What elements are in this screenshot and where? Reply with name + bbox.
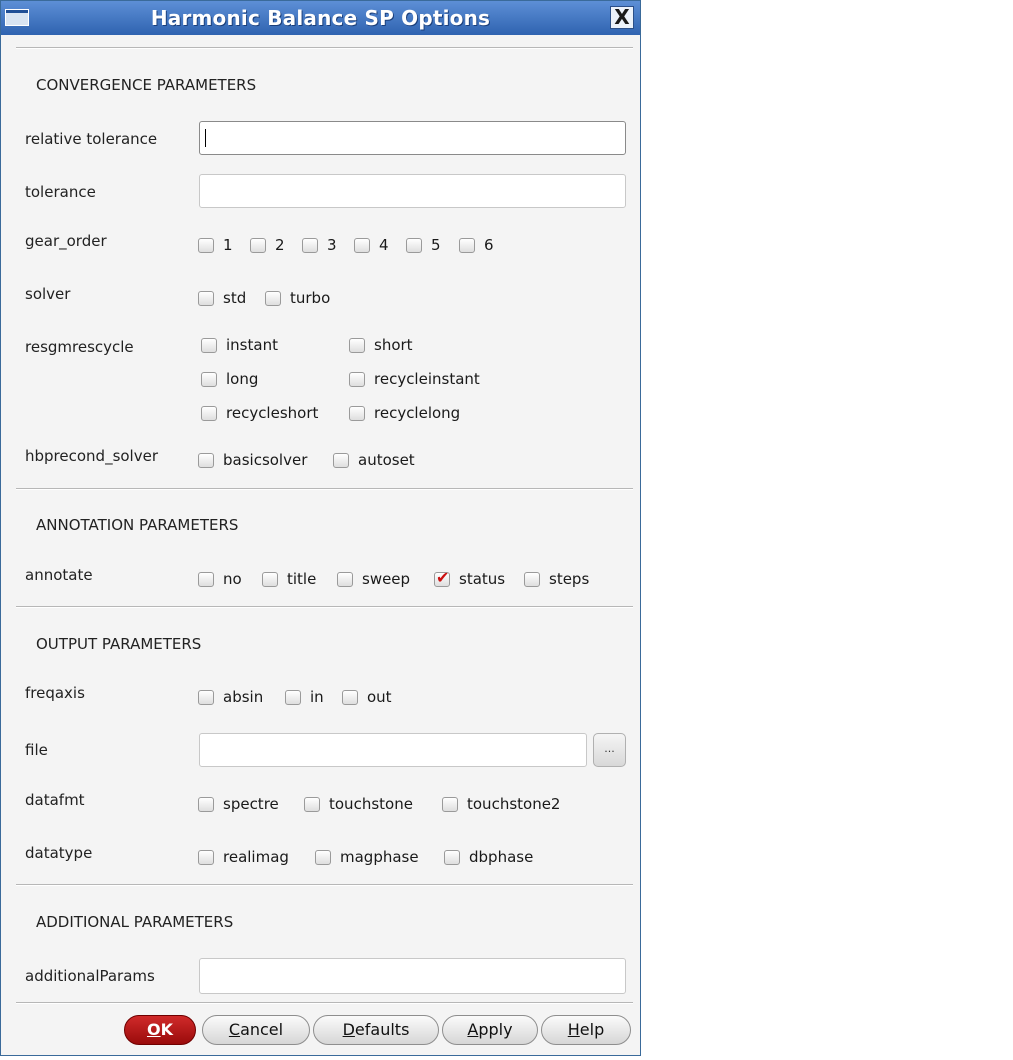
checkbox[interactable] (304, 797, 320, 812)
text-caret (205, 129, 206, 147)
ok-button[interactable] (124, 1015, 196, 1045)
hbprecond-option-basicsolver[interactable] (198, 451, 307, 469)
datatype-option-dbphase[interactable] (444, 848, 533, 866)
checkbox[interactable] (201, 338, 217, 353)
option-label: 2 (275, 236, 285, 254)
option-label: autoset (358, 451, 415, 469)
checkbox[interactable] (201, 406, 217, 421)
gear-order-option-4[interactable] (354, 236, 389, 254)
resgmrescycle-option-recyclelong[interactable] (349, 404, 460, 422)
relative-tolerance-input[interactable] (199, 121, 626, 155)
option-label: 3 (327, 236, 337, 254)
separator (16, 488, 633, 490)
help-button[interactable] (541, 1015, 631, 1045)
checkbox[interactable] (198, 238, 214, 253)
option-label: absin (223, 688, 264, 706)
option-label: status (459, 570, 506, 588)
annotate-option-title[interactable] (262, 570, 316, 588)
checkbox[interactable] (315, 850, 331, 865)
datafmt-option-touchstone[interactable] (304, 795, 413, 813)
option-label: title (287, 570, 317, 588)
solver-option-std[interactable] (198, 289, 246, 307)
help-mnemonic: H (567, 1020, 580, 1039)
gear-order-option-5[interactable] (406, 236, 441, 254)
solver-option-turbo[interactable] (265, 289, 330, 307)
separator (16, 606, 633, 608)
checkbox[interactable] (459, 238, 475, 253)
option-label: touchstone2 (467, 795, 561, 813)
option-label: steps (549, 570, 590, 588)
option-label: recycleshort (226, 404, 319, 422)
resgmrescycle-option-recycleinstant[interactable] (349, 370, 480, 388)
ok-label-rest: K (160, 1020, 173, 1039)
additional-params-label: additionalParams (25, 967, 155, 985)
gear-order-label: gear_order (25, 232, 107, 250)
checkbox[interactable] (349, 338, 365, 353)
option-label: realimag (223, 848, 289, 866)
checkbox[interactable] (442, 797, 458, 812)
checkbox[interactable] (406, 238, 422, 253)
apply-mnemonic: A (467, 1020, 479, 1039)
checkbox[interactable] (524, 572, 540, 587)
tolerance-input[interactable] (199, 174, 626, 208)
cancel-label-rest: ancel (240, 1020, 284, 1039)
datafmt-option-spectre[interactable] (198, 795, 279, 813)
check-icon: ✔ (436, 567, 450, 587)
checkbox[interactable] (349, 372, 365, 387)
file-input[interactable] (199, 733, 587, 767)
cancel-button[interactable] (202, 1015, 310, 1045)
annotate-option-steps[interactable] (524, 570, 589, 588)
checkbox-checked[interactable] (434, 567, 450, 587)
gear-order-option-6[interactable] (459, 236, 494, 254)
datatype-label: datatype (25, 844, 93, 862)
checkbox[interactable] (198, 291, 214, 306)
separator (16, 1002, 633, 1004)
freqaxis-option-in[interactable] (285, 688, 324, 706)
checkbox[interactable] (349, 406, 365, 421)
checkbox[interactable] (285, 690, 301, 705)
checkbox[interactable] (198, 797, 214, 812)
annotate-option-no[interactable] (198, 570, 242, 588)
separator (16, 47, 633, 49)
checkbox[interactable] (198, 453, 214, 468)
datatype-option-realimag[interactable] (198, 848, 289, 866)
datatype-option-magphase[interactable] (315, 848, 419, 866)
datafmt-option-touchstone2[interactable] (442, 795, 560, 813)
checkbox[interactable] (250, 238, 266, 253)
option-label: turbo (290, 289, 331, 307)
option-label: in (310, 688, 324, 706)
section-heading-additional: ADDITIONAL PARAMETERS (36, 913, 234, 931)
gear-order-option-3[interactable] (302, 236, 337, 254)
resgmrescycle-label: resgmrescycle (25, 338, 134, 356)
option-label: 4 (379, 236, 389, 254)
resgmrescycle-option-long[interactable] (201, 370, 258, 388)
option-label: spectre (223, 795, 279, 813)
help-label-rest: elp (579, 1020, 605, 1039)
option-label: 6 (484, 236, 494, 254)
checkbox[interactable] (354, 238, 370, 253)
annotate-option-status[interactable] (434, 567, 506, 588)
option-label: 1 (223, 236, 233, 254)
browse-file-button[interactable]: ... (593, 733, 626, 767)
checkbox[interactable] (337, 572, 353, 587)
option-label: sweep (362, 570, 411, 588)
freqaxis-option-out[interactable] (342, 688, 392, 706)
resgmrescycle-option-short[interactable] (349, 336, 413, 354)
option-label: instant (226, 336, 278, 354)
section-heading-output: OUTPUT PARAMETERS (36, 635, 202, 653)
option-label: recyclelong (374, 404, 461, 422)
resgmrescycle-option-instant[interactable] (201, 336, 278, 354)
option-label: dbphase (469, 848, 534, 866)
defaults-button[interactable] (313, 1015, 439, 1045)
resgmrescycle-option-recycleshort[interactable] (201, 404, 318, 422)
close-button[interactable]: X (610, 6, 634, 29)
option-label: std (223, 289, 247, 307)
defaults-mnemonic: D (342, 1020, 355, 1039)
hbprecond-option-autoset[interactable] (333, 451, 415, 469)
freqaxis-label: freqaxis (25, 684, 85, 702)
apply-button[interactable] (442, 1015, 538, 1045)
option-label: touchstone (329, 795, 413, 813)
tolerance-label: tolerance (25, 183, 96, 201)
option-label: no (223, 570, 242, 588)
freqaxis-option-absin[interactable] (198, 688, 263, 706)
checkbox[interactable] (198, 690, 214, 705)
hbprecond-solver-label: hbprecond_solver (25, 447, 159, 465)
checkbox[interactable] (342, 690, 358, 705)
apply-label-rest: pply (478, 1020, 513, 1039)
option-label: basicsolver (223, 451, 308, 469)
datafmt-label: datafmt (25, 791, 85, 809)
checkbox[interactable] (201, 372, 217, 387)
separator (16, 884, 633, 886)
checkbox[interactable] (333, 453, 349, 468)
additional-params-input[interactable] (199, 958, 626, 994)
gear-order-option-2[interactable] (250, 236, 285, 254)
annotate-label: annotate (25, 566, 93, 584)
gear-order-option-1[interactable] (198, 236, 233, 254)
option-label: 5 (431, 236, 441, 254)
ok-mnemonic: O (146, 1020, 161, 1039)
relative-tolerance-label: relative tolerance (25, 130, 158, 148)
window-title: Harmonic Balance SP Options (150, 6, 491, 30)
option-label: short (374, 336, 413, 354)
section-heading-convergence: CONVERGENCE PARAMETERS (36, 76, 257, 94)
option-label: magphase (340, 848, 419, 866)
option-label: recycleinstant (374, 370, 480, 388)
cancel-mnemonic: C (228, 1020, 241, 1039)
checkbox[interactable] (265, 291, 281, 306)
option-label: out (367, 688, 392, 706)
section-heading-annotation: ANNOTATION PARAMETERS (36, 516, 239, 534)
checkbox[interactable] (444, 850, 460, 865)
option-label: long (226, 370, 259, 388)
checkbox[interactable] (198, 850, 214, 865)
annotate-option-sweep[interactable] (337, 570, 410, 588)
checkbox[interactable] (302, 238, 318, 253)
title-bar[interactable] (1, 1, 640, 35)
defaults-label-rest: efaults (354, 1020, 410, 1039)
checkbox[interactable] (262, 572, 278, 587)
solver-label: solver (25, 285, 71, 303)
file-label: file (25, 741, 48, 759)
checkbox[interactable] (198, 572, 214, 587)
